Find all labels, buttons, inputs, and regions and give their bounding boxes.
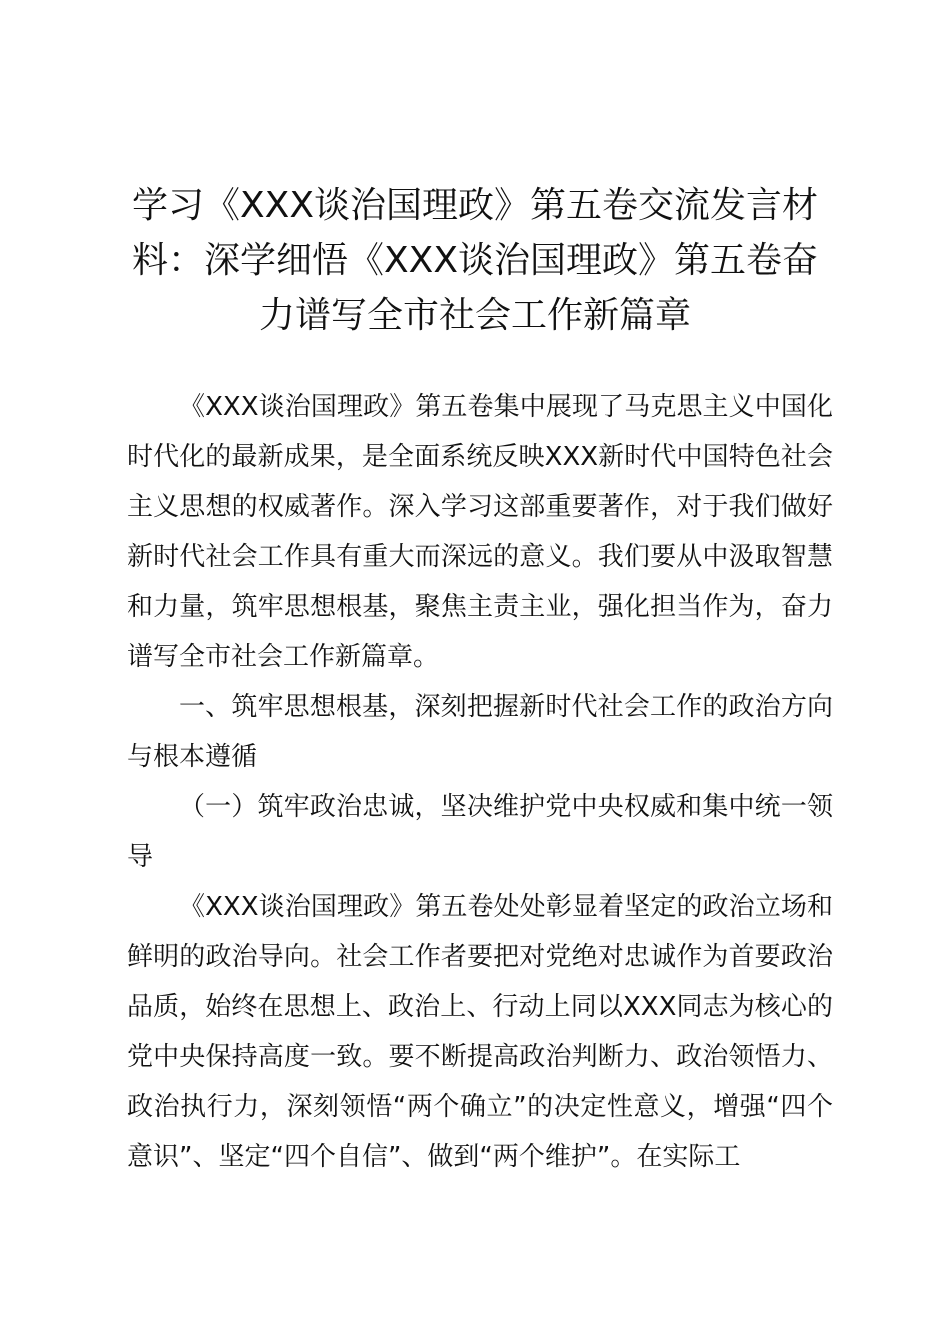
document-title: 学习《XXX谈治国理政》第五卷交流发言材料：深学细悟《XXX谈治国理政》第五卷奋力谱写全市社会工作新篇章 bbox=[132, 185, 818, 336]
intro-paragraph: 《XXX谈治国理政》第五卷集中展现了马克思主义中国化时代化的最新成果，是全面系统反映XXX新时代中国特色社会主义思想的权威著作。深入学习这部重要著作，对于我们做好新时代社会工作具有重大而深远的意义。我们要从中汲取智慧和力量，筑牢思想根基，聚焦主责主业，强化担当作为，奋力谱写全市社会工作新篇章。 bbox=[127, 392, 833, 672]
section-heading-1: 一、筑牢思想根基，深刻把握新时代社会工作的政治方向与根本遵循 bbox=[127, 692, 833, 772]
subsection-heading-1: （一）筑牢政治忠诚，坚决维护党中央权威和集中统一领导 bbox=[127, 792, 833, 872]
body-paragraph: 《XXX谈治国理政》第五卷处处彰显着坚定的政治立场和鲜明的政治导向。社会工作者要把对党绝对忠诚作为首要政治品质，始终在思想上、政治上、行动上同以XXX同志为核心的党中央保持高度一致。要不断提高政治判断力、政治领悟力、政治执行力，深刻领悟“两个确立”的决定性意义，增强“四个意识”、坚定“四个自信”、做到“两个维护”。在实际工 bbox=[127, 892, 833, 1172]
